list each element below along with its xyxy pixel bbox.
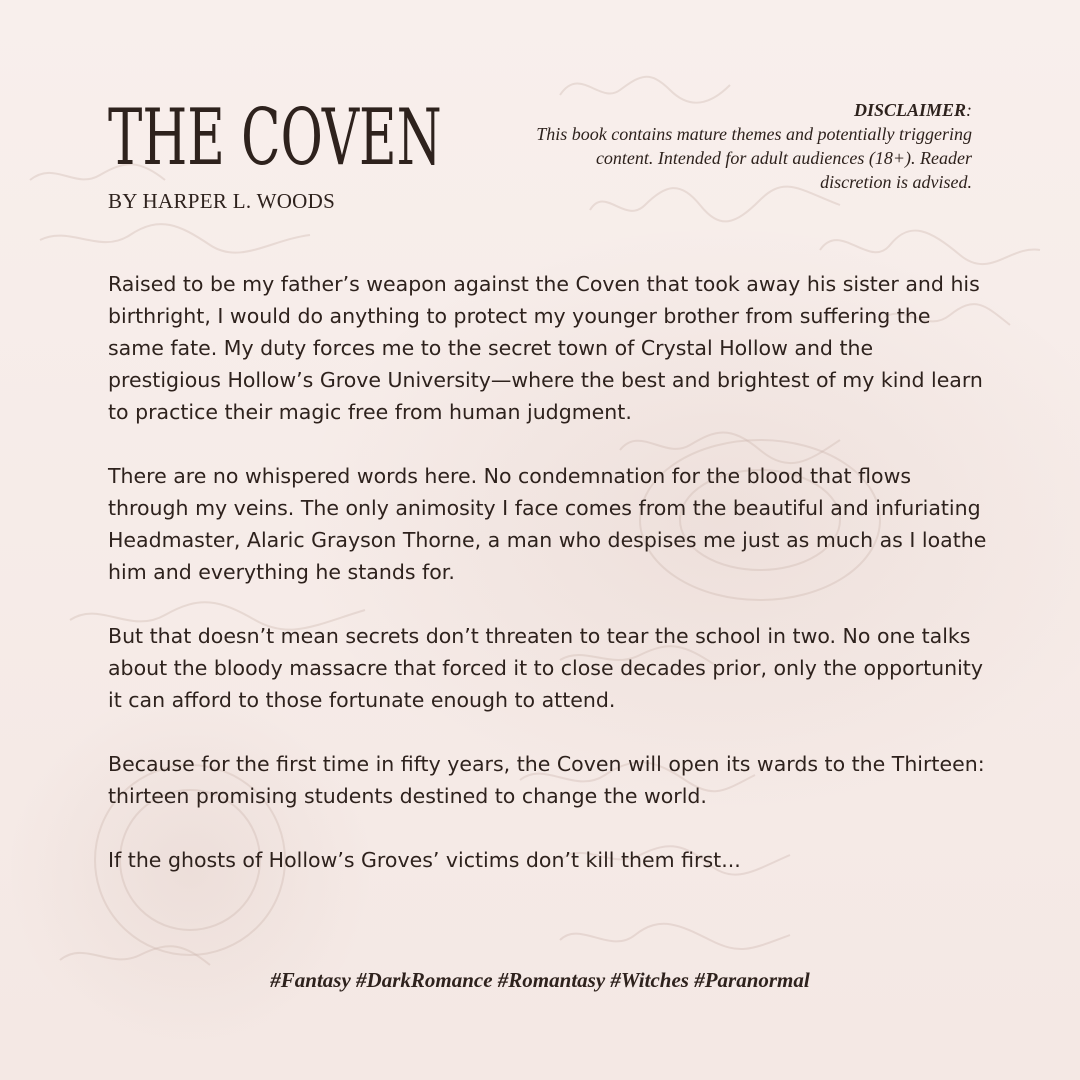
disclaimer-label: DISCLAIMER bbox=[853, 100, 966, 120]
book-title: THE COVEN bbox=[108, 93, 442, 183]
blurb-paragraph: But that doesn’t mean secrets don’t threaten to tear the school in two. No one talks about the bloody massacre that forced it to close decades prior, only the opportunity it can afford to those fortunate enough to attend. bbox=[108, 624, 983, 712]
disclaimer-block bbox=[532, 98, 972, 194]
blurb-paragraph: There are no whispered words here. No condemnation for the blood that flows through my veins. The only animosity I face comes from the beautiful and infuriating Headmaster, Alaric Grayson Thorne, a man who despises me just as much as I loathe him and everything he stands for. bbox=[108, 464, 987, 584]
blurb-paragraph: Because for the first time in fifty years, the Coven will open its wards to the Thirteen: thirteen promising students destined to change the world. bbox=[108, 752, 985, 808]
disclaimer-heading: DISCLAIMER: bbox=[853, 100, 972, 120]
disclaimer-text: This book contains mature themes and potentially triggering content. Intended for adult audiences (18+). Reader discretion is advised. bbox=[536, 124, 972, 192]
author-byline: BY HARPER L. WOODS bbox=[108, 189, 336, 213]
blurb-body bbox=[108, 268, 988, 908]
hashtags-line: #Fantasy #DarkRomance #Romantasy #Witches #Paranormal bbox=[270, 968, 810, 992]
blurb-paragraph: Raised to be my father’s weapon against the Coven that took away his sister and his birthright, I would do anything to protect my younger brother from suffering the same fate. My duty forces me to the secret town of Crystal Hollow and the prestigious Hollow’s Grove University—where the best and brightest of my kind learn to practice their magic free from human judgment. bbox=[108, 272, 983, 424]
blurb-paragraph: If the ghosts of Hollow’s Groves’ victims don’t kill them first... bbox=[108, 848, 741, 872]
